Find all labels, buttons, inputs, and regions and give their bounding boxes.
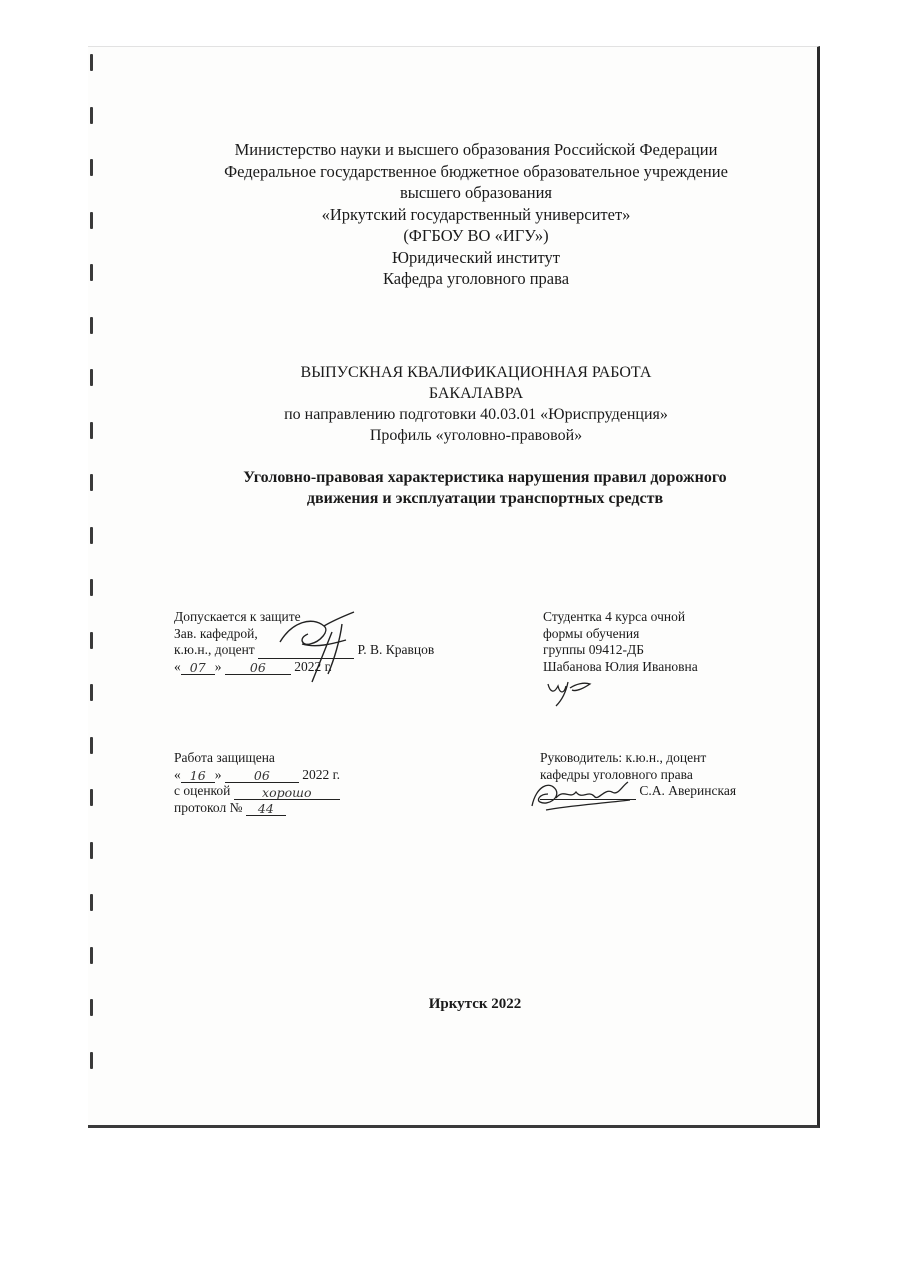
binding-hole xyxy=(90,474,93,491)
supervisor-department: кафедры уголовного права xyxy=(540,766,693,782)
admission-date-day: 07 xyxy=(181,660,215,675)
institute-line: Юридический институт xyxy=(392,247,560,267)
date-quote-open: « xyxy=(174,658,181,674)
binding-hole xyxy=(90,737,93,754)
head-name: Р. В. Кравцов xyxy=(357,642,435,657)
ministry-line: Министерство науки и высшего образования Российской Федерации xyxy=(234,140,718,159)
defense-quote-open: « xyxy=(174,766,181,782)
education-level-line: высшего образования xyxy=(400,183,552,202)
grade-line xyxy=(174,783,340,800)
department-line: Кафедра уголовного права xyxy=(382,269,570,288)
degree-line: БАКАЛАВРА xyxy=(428,385,524,402)
head-position: Зав. кафедрой, xyxy=(174,625,258,641)
binding-hole xyxy=(90,54,93,71)
binding-hole xyxy=(90,527,93,544)
defense-label: Работа защищена xyxy=(174,750,275,765)
direction-line: по направлению подготовки 40.03.01 «Юриспруденция» xyxy=(284,406,668,423)
student-block xyxy=(543,609,698,675)
institution-header xyxy=(90,139,862,290)
defense-date-day: 16 xyxy=(181,768,215,783)
binding-hole xyxy=(90,579,93,596)
topic-line-1: Уголовно-правовая характеристика нарушения правил дорожного xyxy=(243,469,727,486)
defense-block xyxy=(174,750,340,816)
protocol-line xyxy=(174,800,340,817)
supervisor-name: С.А. Аверинская xyxy=(639,783,737,798)
supervisor-title: Руководитель: к.ю.н., доцент xyxy=(540,750,707,765)
city-year: Иркутск 2022 xyxy=(428,996,522,1012)
thesis-topic xyxy=(160,467,810,509)
student-study-form: формы обучения xyxy=(543,625,640,641)
student-signature xyxy=(544,676,594,710)
profile-line: Профиль «уголовно-правовой» xyxy=(369,427,583,444)
binding-hole xyxy=(90,632,93,649)
admission-date-year: 2022 г. xyxy=(294,658,333,674)
date-quote-close: » xyxy=(214,658,222,674)
binding-hole xyxy=(90,947,93,964)
student-group: группы 09412-ДБ xyxy=(543,642,644,657)
admission-label: Допускается к защите xyxy=(174,609,301,624)
binding-hole xyxy=(90,1052,93,1069)
defense-quote-close: » xyxy=(214,766,222,782)
student-course: Студентка 4 курса очной xyxy=(543,609,686,624)
defense-date-year: 2022 г. xyxy=(302,766,341,782)
protocol-label: протокол № xyxy=(174,799,243,815)
binding-hole xyxy=(90,684,93,701)
head-signature xyxy=(272,604,372,686)
binding-hole xyxy=(90,894,93,911)
protocol-number: 44 xyxy=(246,801,286,816)
binding-hole xyxy=(90,789,93,806)
university-name-line: «Иркутский государственный университет» xyxy=(321,204,631,224)
supervisor-signature xyxy=(526,776,636,816)
admission-date-month: 06 xyxy=(225,660,291,675)
binding-hole xyxy=(90,107,93,124)
work-title-block xyxy=(90,362,862,446)
defense-date-month: 06 xyxy=(225,768,299,783)
head-degree: к.ю.н., доцент xyxy=(174,642,255,657)
grade-value: хорошо xyxy=(234,785,340,800)
work-type-line: ВЫПУСКНАЯ КВАЛИФИКАЦИОННАЯ РАБОТА xyxy=(300,364,652,381)
topic-line-2: движения и эксплуатации транспортных средств xyxy=(306,490,664,507)
binding-hole xyxy=(90,317,93,334)
student-name: Шабанова Юлия Ивановна xyxy=(543,658,698,674)
binding-hole xyxy=(90,842,93,859)
university-abbr-line: (ФГБОУ ВО «ИГУ») xyxy=(403,226,549,245)
defense-date-line xyxy=(174,767,340,784)
grade-label: с оценкой xyxy=(174,783,231,798)
institution-type-line: Федеральное государственное бюджетное образовательное учреждение xyxy=(224,161,728,181)
